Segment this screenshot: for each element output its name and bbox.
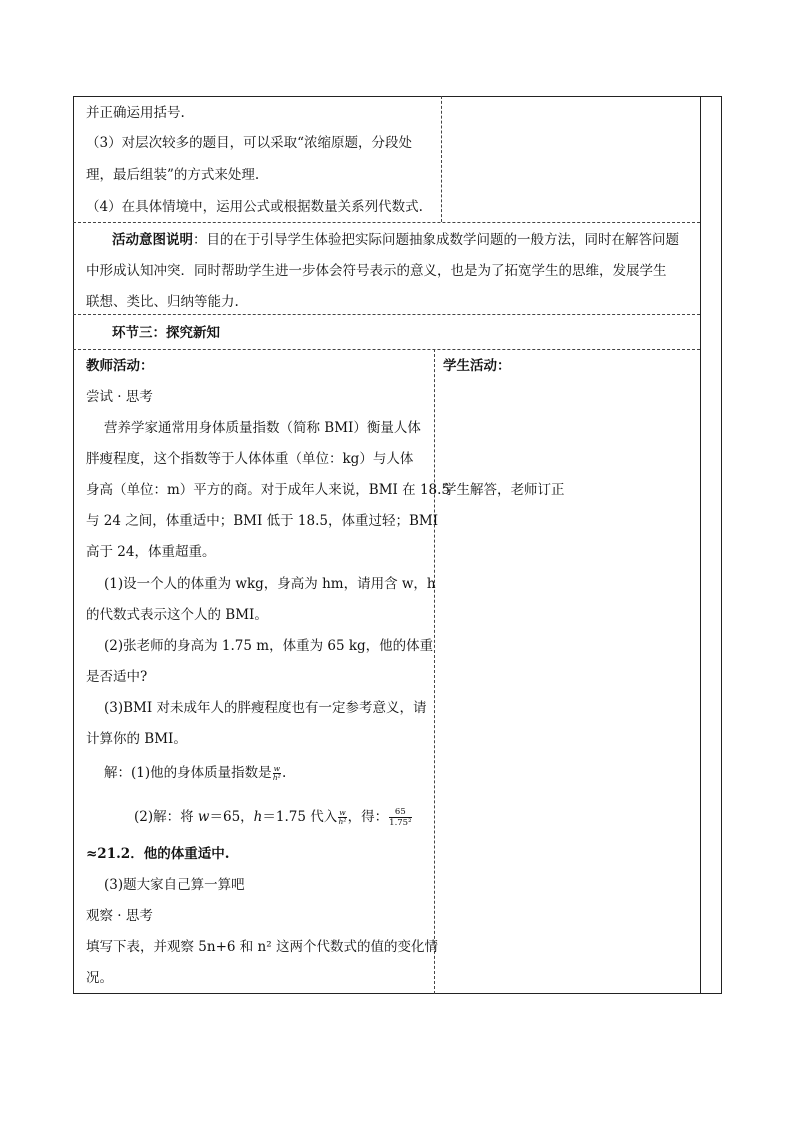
question-2: (2)张老师的身高为 1.75 m，体重为 65 kg，他的体重 (104, 638, 434, 654)
bmi-paragraph: 胖瘦程度，这个指数等于人体体重（单位：kg）与人体 (86, 451, 414, 467)
table-instruction: 况。 (86, 970, 113, 986)
row-divider (73, 314, 700, 315)
goal-line: （3）对层次较多的题目，可以采取“浓缩原题，分段处 (86, 135, 412, 151)
observe-heading: 观察 · 思考 (86, 908, 153, 924)
solution-2-text: (2)解：将 (134, 809, 198, 825)
fraction-numerator: 65 (389, 807, 411, 818)
fraction-numerator: w (273, 764, 281, 773)
solution-3: (3)题大家自己算一算吧 (104, 877, 245, 893)
intent-label: 活动意图说明 (112, 232, 193, 248)
intent-text: ：目的在于引导学生体验把实际问题抽象成数学问题的一般方法，同时在解答问题 (193, 232, 679, 248)
question-2: 是否适中? (86, 669, 148, 685)
solution-1: 解：(1)他的身体质量指数是 $\frac{w}{\text{h²}}$ . (104, 764, 287, 782)
row-divider (73, 222, 700, 223)
question-1: 的代数式表示这个人的 BMI。 (86, 607, 268, 623)
column-divider-top (441, 96, 442, 222)
var-w: w (197, 809, 210, 825)
fraction-w-over-h2 (273, 765, 281, 782)
try-think-heading: 尝试 · 思考 (86, 389, 153, 405)
intent-line (112, 231, 679, 249)
solution-1-text: 解：(1)他的身体质量指数是 (104, 765, 272, 781)
solution-2-text: ＝65， (209, 809, 254, 825)
row-divider (73, 349, 700, 350)
bmi-paragraph: 与 24 之间，体重适中；BMI 低于 18.5，体重过轻；BMI (86, 513, 439, 529)
bmi-paragraph: 身高（单位：m）平方的商。对于成年人来说，BMI 在 18.5 (86, 482, 451, 498)
solution-2-text: ＝1.75 代入 (262, 809, 338, 825)
question-3: 计算你的 BMI。 (86, 731, 187, 747)
var-h: h (253, 809, 263, 825)
intent-line: 联想、类比、归纳等能力. (86, 294, 239, 310)
solution-2 (134, 807, 413, 828)
goal-line: 并正确运用括号. (86, 105, 185, 121)
question-1: (1)设一个人的体重为 wkg，身高为 hm，请用含 w，h (104, 576, 436, 592)
goal-line: （4）在具体情境中，运用公式或根据数量关系列代数式. (86, 199, 423, 215)
intent-line: 中形成认知冲突．同时帮助学生进一步体会符号表示的意义，也是为了拓宽学生的思维，发展学生 (86, 263, 667, 279)
table-instruction: 填写下表，并观察 5n+6 和 n² 这两个代数式的值的变化情 (86, 939, 438, 955)
solution-2-text: ，得： (347, 809, 389, 825)
approx-result: ≈21.2．他的体重适中. (86, 846, 230, 862)
section-title: 环节三：探究新知 (112, 325, 220, 341)
fraction-denominator: h² (338, 817, 347, 826)
right-column-divider (700, 96, 701, 994)
fraction-w-over-h2 (338, 809, 346, 826)
fraction-numerator: w (339, 808, 346, 817)
fraction-denominator: 1.75² (389, 818, 412, 828)
fraction-65-over-175 (389, 807, 411, 828)
goal-line: 理，最后组装”的方式来处理. (86, 167, 260, 183)
bmi-paragraph: 高于 24，体重超重。 (86, 544, 216, 560)
bmi-paragraph: 营养学家通常用身体质量指数（简称 BMI）衡量人体 (104, 420, 421, 436)
fraction-denominator: h² (272, 773, 281, 782)
teacher-activity-header: 教师活动： (86, 358, 154, 374)
question-3: (3)BMI 对未成年人的胖瘦程度也有一定参考意义，请 (104, 700, 427, 716)
student-answer: 学生解答，老师订正 (443, 482, 565, 498)
student-activity-header: 学生活动： (443, 358, 511, 374)
column-divider-bottom (434, 349, 435, 994)
